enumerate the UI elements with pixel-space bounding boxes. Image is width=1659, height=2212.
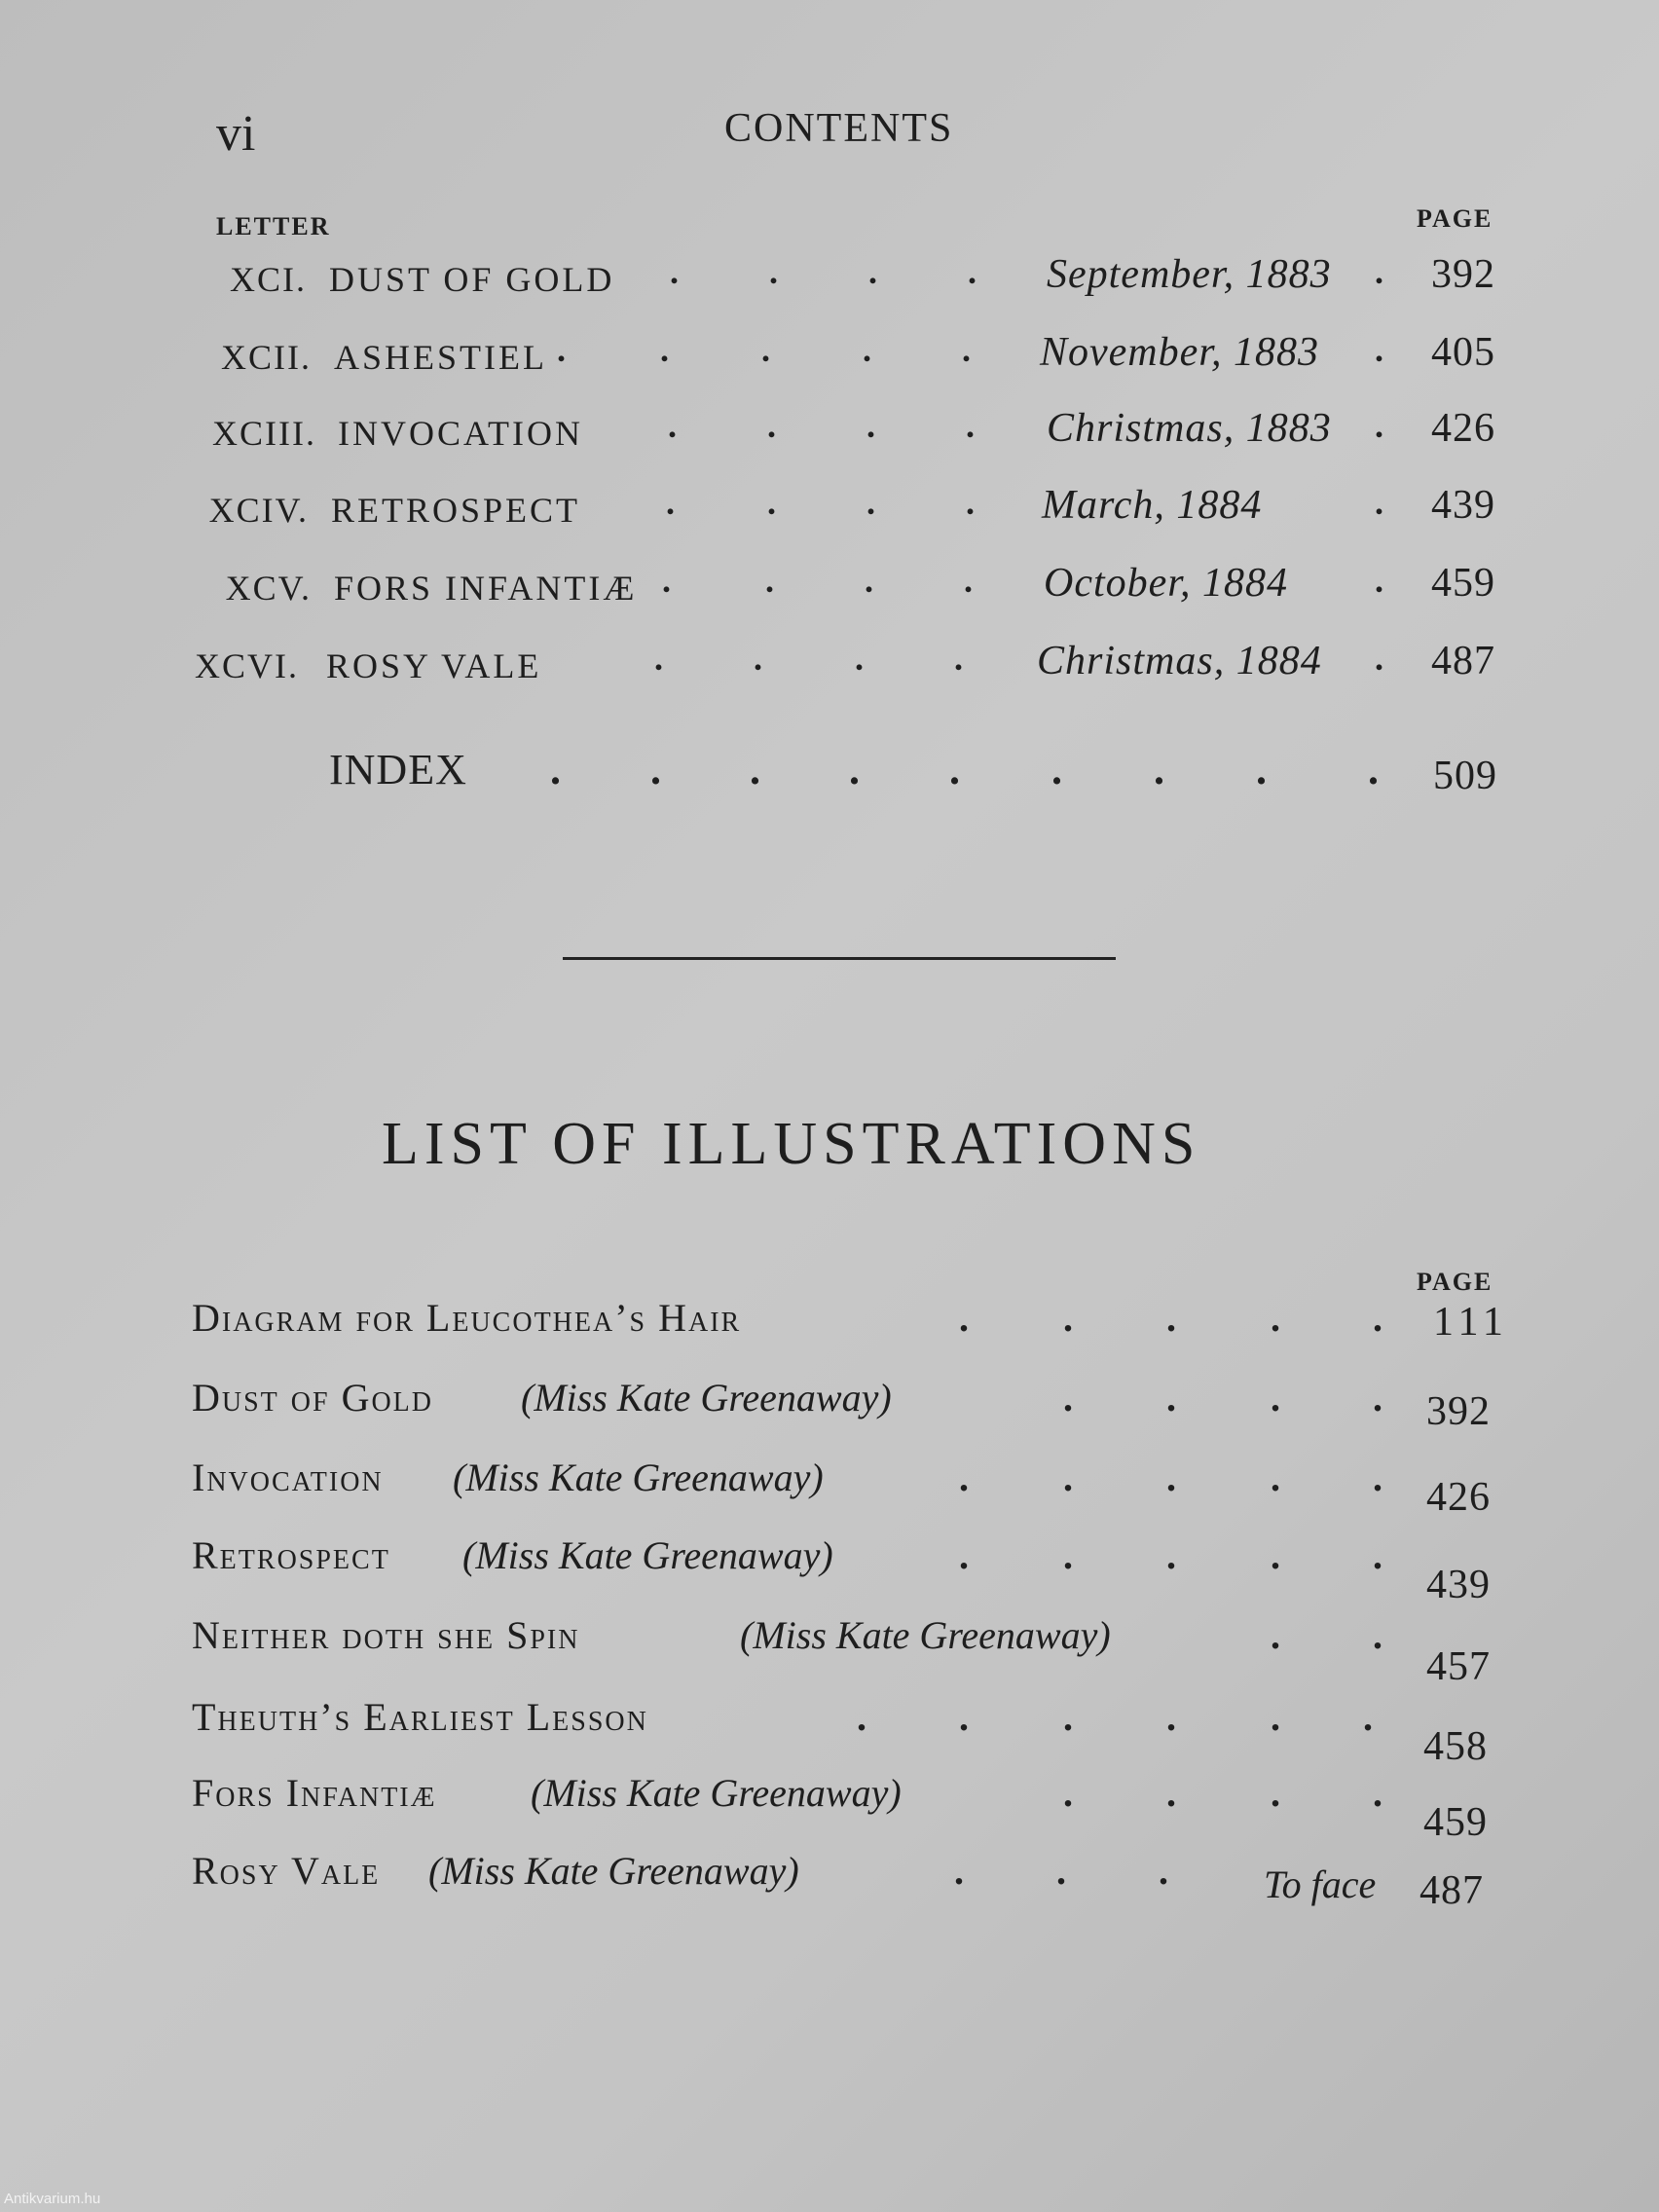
illustration-title: Neither doth she Spin <box>192 1613 580 1657</box>
leader-dot: . <box>767 483 778 522</box>
illustration-title: Retrospect <box>192 1533 390 1577</box>
leader-dot: . <box>670 252 681 291</box>
contents-row <box>0 329 1659 387</box>
illustration-page: 459 <box>1423 1800 1488 1845</box>
leader-dot: . <box>754 639 764 678</box>
leader-dot: . <box>1051 746 1062 793</box>
leader-dot: . <box>765 561 776 600</box>
index-page-number: 509 <box>1433 754 1497 798</box>
letter-date: Christmas, 1883 <box>1047 406 1332 451</box>
leader-dot: . <box>1063 1771 1073 1815</box>
illustration-page: 111 <box>1433 1300 1509 1345</box>
letter-number: XCIII. <box>212 414 316 453</box>
leader-dot: . <box>1271 1533 1280 1577</box>
leader-dot: . <box>1271 1613 1280 1657</box>
illustration-row <box>0 1770 1659 1845</box>
illustration-title: Dust of Gold <box>192 1376 434 1419</box>
leader-dot: . <box>964 561 975 600</box>
letter-title: RETROSPECT <box>331 491 581 530</box>
illustration-title: Rosy Vale <box>192 1849 381 1893</box>
leader-dot: . <box>1271 1456 1280 1499</box>
index-label: INDEX <box>329 746 467 793</box>
page-column-header: PAGE <box>1417 204 1493 233</box>
leader-dot: . <box>1373 1533 1382 1577</box>
illustration-title: Theuth’s Earliest Lesson <box>192 1695 648 1739</box>
illustration-artist: (Miss Kate Greenaway) <box>521 1376 892 1419</box>
letter-date: March, 1884 <box>1042 483 1263 528</box>
leader-dot: . <box>954 639 965 678</box>
contents-row <box>0 251 1659 310</box>
page-number: 426 <box>1431 406 1495 451</box>
leader-dot: . <box>959 1695 969 1739</box>
leader-dot: . <box>1063 1456 1073 1499</box>
letter-date: October, 1884 <box>1044 561 1288 606</box>
leader-dot: . <box>849 746 860 793</box>
illustration-title: Diagram for Leucothea’s Hair <box>192 1296 742 1340</box>
illustration-artist: (Miss Kate Greenaway) <box>428 1849 799 1893</box>
page-number: 459 <box>1431 561 1495 606</box>
leader-dot: . <box>660 330 671 369</box>
leader-dot: . <box>1375 483 1385 522</box>
page-number: 392 <box>1431 252 1495 297</box>
leader-dot: . <box>1166 1771 1176 1815</box>
running-head: CONTENTS <box>724 106 954 151</box>
leader-dot: . <box>1375 406 1385 445</box>
leader-dot: . <box>1271 1771 1280 1815</box>
leader-dot: . <box>868 252 879 291</box>
contents-row <box>0 482 1659 540</box>
leader-dot: . <box>1166 1296 1176 1340</box>
leader-dot: . <box>1373 1296 1382 1340</box>
contents-row <box>0 560 1659 618</box>
leader-dot: . <box>1271 1695 1280 1739</box>
letter-number: XCIV. <box>208 491 309 530</box>
leader-dot: . <box>1271 1376 1280 1419</box>
leader-dot: . <box>865 561 875 600</box>
letter-date: Christmas, 1884 <box>1037 639 1322 683</box>
illustration-row <box>0 1455 1659 1523</box>
letter-title: ROSY VALE <box>326 646 542 685</box>
leader-dot: . <box>1375 561 1385 600</box>
leader-dot: . <box>863 330 873 369</box>
leader-dot: . <box>550 746 561 793</box>
leader-dot: . <box>1166 1456 1176 1499</box>
leader-dot: . <box>1166 1533 1176 1577</box>
illustration-artist: (Miss Kate Greenaway) <box>462 1533 833 1577</box>
illustration-page: 487 <box>1419 1868 1484 1913</box>
leader-dot: . <box>662 561 673 600</box>
leader-dot: . <box>557 330 568 369</box>
leader-dot: . <box>959 1533 969 1577</box>
illustration-title: Fors Infantiæ <box>192 1771 437 1815</box>
leader-dot: . <box>1063 1695 1073 1739</box>
illustration-row <box>0 1295 1659 1363</box>
illustrations-heading: LIST OF ILLUSTRATIONS <box>382 1111 1201 1177</box>
leader-dot: . <box>654 639 665 678</box>
leader-dot: . <box>866 406 877 445</box>
leader-dot: . <box>954 1849 964 1893</box>
leader-dot: . <box>866 483 877 522</box>
leader-dot: . <box>959 1296 969 1340</box>
illustration-title: Invocation <box>192 1456 384 1499</box>
letter-number: XCII. <box>221 338 312 377</box>
illustration-page: 458 <box>1423 1724 1488 1769</box>
leader-dot: . <box>1271 1296 1280 1340</box>
leader-dot: . <box>1373 1771 1382 1815</box>
leader-dot: . <box>855 639 866 678</box>
leader-dot: . <box>1375 330 1385 369</box>
contents-row <box>0 638 1659 696</box>
page-number: 487 <box>1431 639 1495 683</box>
letter-title: FORS INFANTIÆ <box>334 569 638 608</box>
letter-title: INVOCATION <box>338 414 583 453</box>
contents-row <box>0 405 1659 463</box>
leader-dot: . <box>1375 252 1385 291</box>
leader-dot: . <box>769 252 780 291</box>
leader-dot: . <box>1373 1456 1382 1499</box>
illustration-artist: (Miss Kate Greenaway) <box>740 1613 1111 1657</box>
leader-dot: . <box>668 406 679 445</box>
leader-dot: . <box>1373 1376 1382 1419</box>
illustration-row <box>0 1848 1659 1916</box>
letter-date: November, 1883 <box>1040 330 1319 375</box>
letter-column-header: LETTER <box>216 212 331 240</box>
letter-number: XCVI. <box>195 646 299 685</box>
watermark: Antikvarium.hu <box>4 2191 101 2207</box>
illustration-row <box>0 1694 1659 1769</box>
leader-dot: . <box>1256 746 1267 793</box>
illustration-row <box>0 1612 1659 1689</box>
leader-dot: . <box>750 746 760 793</box>
illustration-artist: (Miss Kate Greenaway) <box>453 1456 824 1499</box>
leader-dot: . <box>966 406 977 445</box>
leader-dot: . <box>767 406 778 445</box>
page-number: 439 <box>1431 483 1495 528</box>
leader-dot: . <box>968 252 978 291</box>
illustration-row <box>0 1375 1659 1443</box>
section-divider <box>563 957 1116 960</box>
illustration-page: 426 <box>1426 1475 1491 1520</box>
leader-dot: . <box>1154 746 1164 793</box>
page-number: 405 <box>1431 330 1495 375</box>
leader-dot: . <box>1363 1695 1373 1739</box>
leader-dot: . <box>1063 1533 1073 1577</box>
leader-dot: . <box>959 1456 969 1499</box>
leader-dot: . <box>1375 639 1385 678</box>
illustration-row <box>0 1532 1659 1607</box>
leader-dot: . <box>1056 1849 1066 1893</box>
leader-dot: . <box>1368 746 1379 793</box>
illustration-note: To face <box>1264 1862 1377 1906</box>
illustration-page: 457 <box>1426 1644 1491 1689</box>
leader-dot: . <box>1373 1613 1382 1657</box>
leader-dot: . <box>949 746 960 793</box>
illustrations-page-column-header: PAGE <box>1417 1268 1493 1296</box>
illustration-page: 439 <box>1426 1563 1491 1607</box>
index-row <box>0 745 1659 803</box>
leader-dot: . <box>1063 1376 1073 1419</box>
letter-date: September, 1883 <box>1047 252 1332 297</box>
leader-dot: . <box>1159 1849 1168 1893</box>
leader-dot: . <box>857 1695 866 1739</box>
letter-number: XCI. <box>230 260 307 299</box>
leader-dot: . <box>1166 1695 1176 1739</box>
leader-dot: . <box>966 483 977 522</box>
leader-dot: . <box>1166 1376 1176 1419</box>
letter-number: XCV. <box>225 569 312 608</box>
leader-dot: . <box>761 330 772 369</box>
leader-dot: . <box>666 483 677 522</box>
letter-title: DUST OF GOLD <box>329 260 615 299</box>
page-folio: vi <box>216 106 256 162</box>
leader-dot: . <box>1063 1296 1073 1340</box>
illustration-page: 392 <box>1426 1389 1491 1434</box>
leader-dot: . <box>650 746 661 793</box>
illustration-artist: (Miss Kate Greenaway) <box>531 1771 902 1815</box>
letter-title: ASHESTIEL <box>334 338 547 377</box>
leader-dot: . <box>962 330 973 369</box>
